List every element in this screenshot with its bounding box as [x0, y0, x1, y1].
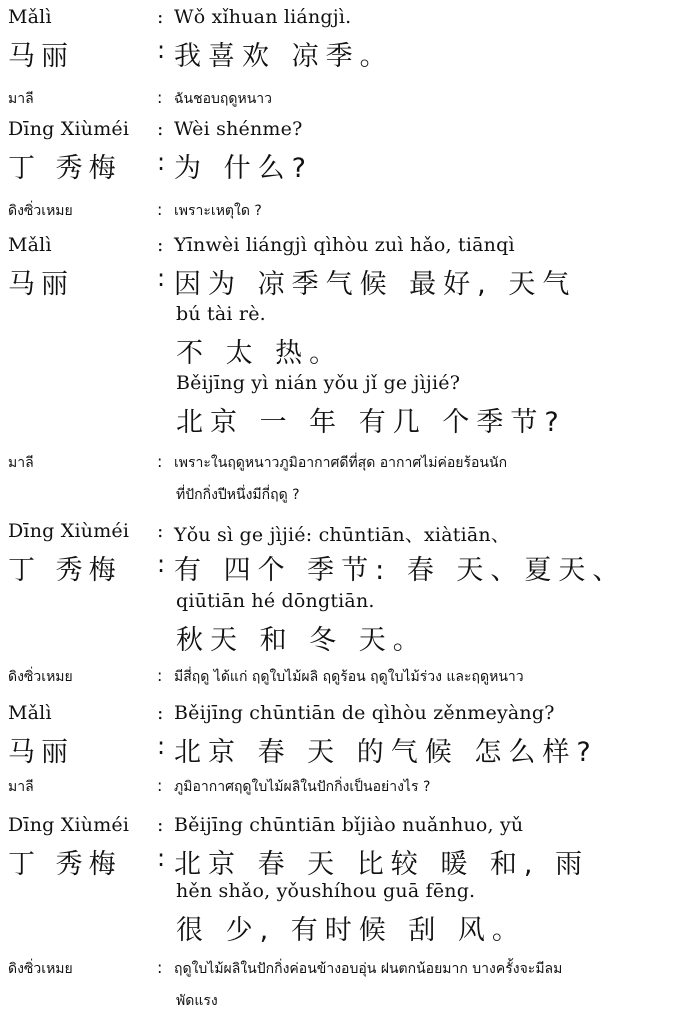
- line-text: 北京 一 年 有几 个季节?: [176, 407, 566, 438]
- line-text: 很 少, 有时候 刮 风。: [176, 915, 526, 946]
- speaker-name: Mǎlì: [8, 702, 52, 724]
- speaker-name: ดิงซิ่วเหมย: [8, 961, 73, 977]
- line-text: 北京 春 天 的气候 怎么样?: [174, 737, 598, 768]
- speaker-name: 丁 秀梅: [8, 555, 122, 586]
- speaker-name: Mǎlì: [8, 234, 52, 256]
- line-text: เพราะในฤดูหนาวภูมิอากาศดีที่สุด อากาศไม่ค่อยร้อนนัก: [174, 455, 508, 471]
- line-text: พัดแรง: [176, 993, 218, 1009]
- line-text: Běijīng chūntiān bǐjiào nuǎnhuo, yǔ: [174, 814, 524, 836]
- speaker-colon: :: [157, 88, 163, 107]
- speaker-name: มาลี: [8, 779, 34, 795]
- speaker-name: ดิงซิ่วเหมย: [8, 669, 73, 685]
- speaker-colon: :: [157, 200, 163, 219]
- speaker-colon: :: [157, 118, 164, 140]
- line-text: qiūtiān hé dōngtiān.: [176, 590, 375, 612]
- line-text: ที่ปักกิ่งปีหนึ่งมีกี่ฤดู ?: [176, 487, 300, 503]
- speaker-colon: :: [157, 550, 173, 578]
- line-text: 北京 春 天 比较 暖 和, 雨: [174, 849, 590, 880]
- line-text: Yǒu sì ge jìjié: chūntiān、xiàtiān、: [174, 524, 511, 546]
- line-text: Běijīng chūntiān de qìhòu zěnmeyàng?: [174, 702, 555, 724]
- speaker-name: 马丽: [8, 737, 74, 768]
- line-text: 有 四个 季节: 春 天、夏天、: [174, 555, 627, 586]
- speaker-colon: :: [157, 844, 173, 872]
- line-text: Yīnwèi liángjì qìhòu zuì hǎo, tiānqì: [174, 234, 515, 256]
- speaker-colon: :: [157, 6, 164, 28]
- speaker-colon: :: [157, 958, 163, 977]
- line-text: 因为 凉季气候 最好, 天气: [174, 269, 577, 300]
- line-text: bú tài rè.: [176, 303, 266, 325]
- speaker-colon: :: [157, 814, 164, 836]
- speaker-name: 丁 秀梅: [8, 849, 122, 880]
- line-text: Wèi shénme?: [174, 118, 303, 140]
- speaker-name: ดิงซิ่วเหมย: [8, 203, 73, 219]
- line-text: ฤดูใบไม้ผลิในปักกิ่งค่อนข้างอบอุ่น ฝนตกน้อยมาก บางครั้งจะมีลม: [174, 961, 563, 977]
- speaker-name: Dīng Xiùméi: [8, 814, 130, 836]
- speaker-name: 马丽: [8, 269, 74, 300]
- line-text: Wǒ xǐhuan liángjì.: [174, 6, 352, 28]
- speaker-colon: :: [157, 732, 173, 760]
- line-text: มีสี่ฤดู ได้แก่ ฤดูใบไม้ผลิ ฤดูร้อน ฤดูใบไม้ร่วง และฤดูหนาว: [174, 669, 524, 685]
- line-text: 我喜欢 凉季。: [174, 41, 394, 72]
- speaker-name: Dīng Xiùméi: [8, 520, 130, 542]
- line-text: 不 太 热。: [176, 338, 344, 369]
- speaker-name: Mǎlì: [8, 6, 52, 28]
- speaker-name: 丁 秀梅: [8, 153, 122, 184]
- speaker-colon: :: [157, 702, 164, 724]
- speaker-name: มาลี: [8, 91, 34, 107]
- line-text: ภูมิอากาศฤดูใบไม้ผลิในปักกิ่งเป็นอย่างไร ?: [174, 779, 431, 795]
- speaker-colon: :: [157, 666, 163, 685]
- line-text: Běijīng yì nián yǒu jǐ ge jìjié?: [176, 372, 461, 394]
- line-text: ฉันชอบฤดูหนาว: [174, 91, 272, 107]
- speaker-colon: :: [157, 264, 173, 292]
- line-text: 为 什么?: [174, 153, 313, 184]
- speaker-name: มาลี: [8, 455, 34, 471]
- speaker-colon: :: [157, 520, 164, 542]
- speaker-colon: :: [157, 776, 163, 795]
- line-text: 秋天 和 冬 天。: [176, 625, 427, 656]
- line-text: เพราะเหตุใด ?: [174, 203, 262, 219]
- speaker-name: 马丽: [8, 41, 74, 72]
- line-text: hěn shǎo, yǒushíhou guā fēng.: [176, 880, 476, 902]
- speaker-colon: :: [157, 36, 173, 64]
- speaker-colon: :: [157, 234, 164, 256]
- speaker-colon: :: [157, 452, 163, 471]
- speaker-name: Dīng Xiùméi: [8, 118, 130, 140]
- speaker-colon: :: [157, 148, 173, 176]
